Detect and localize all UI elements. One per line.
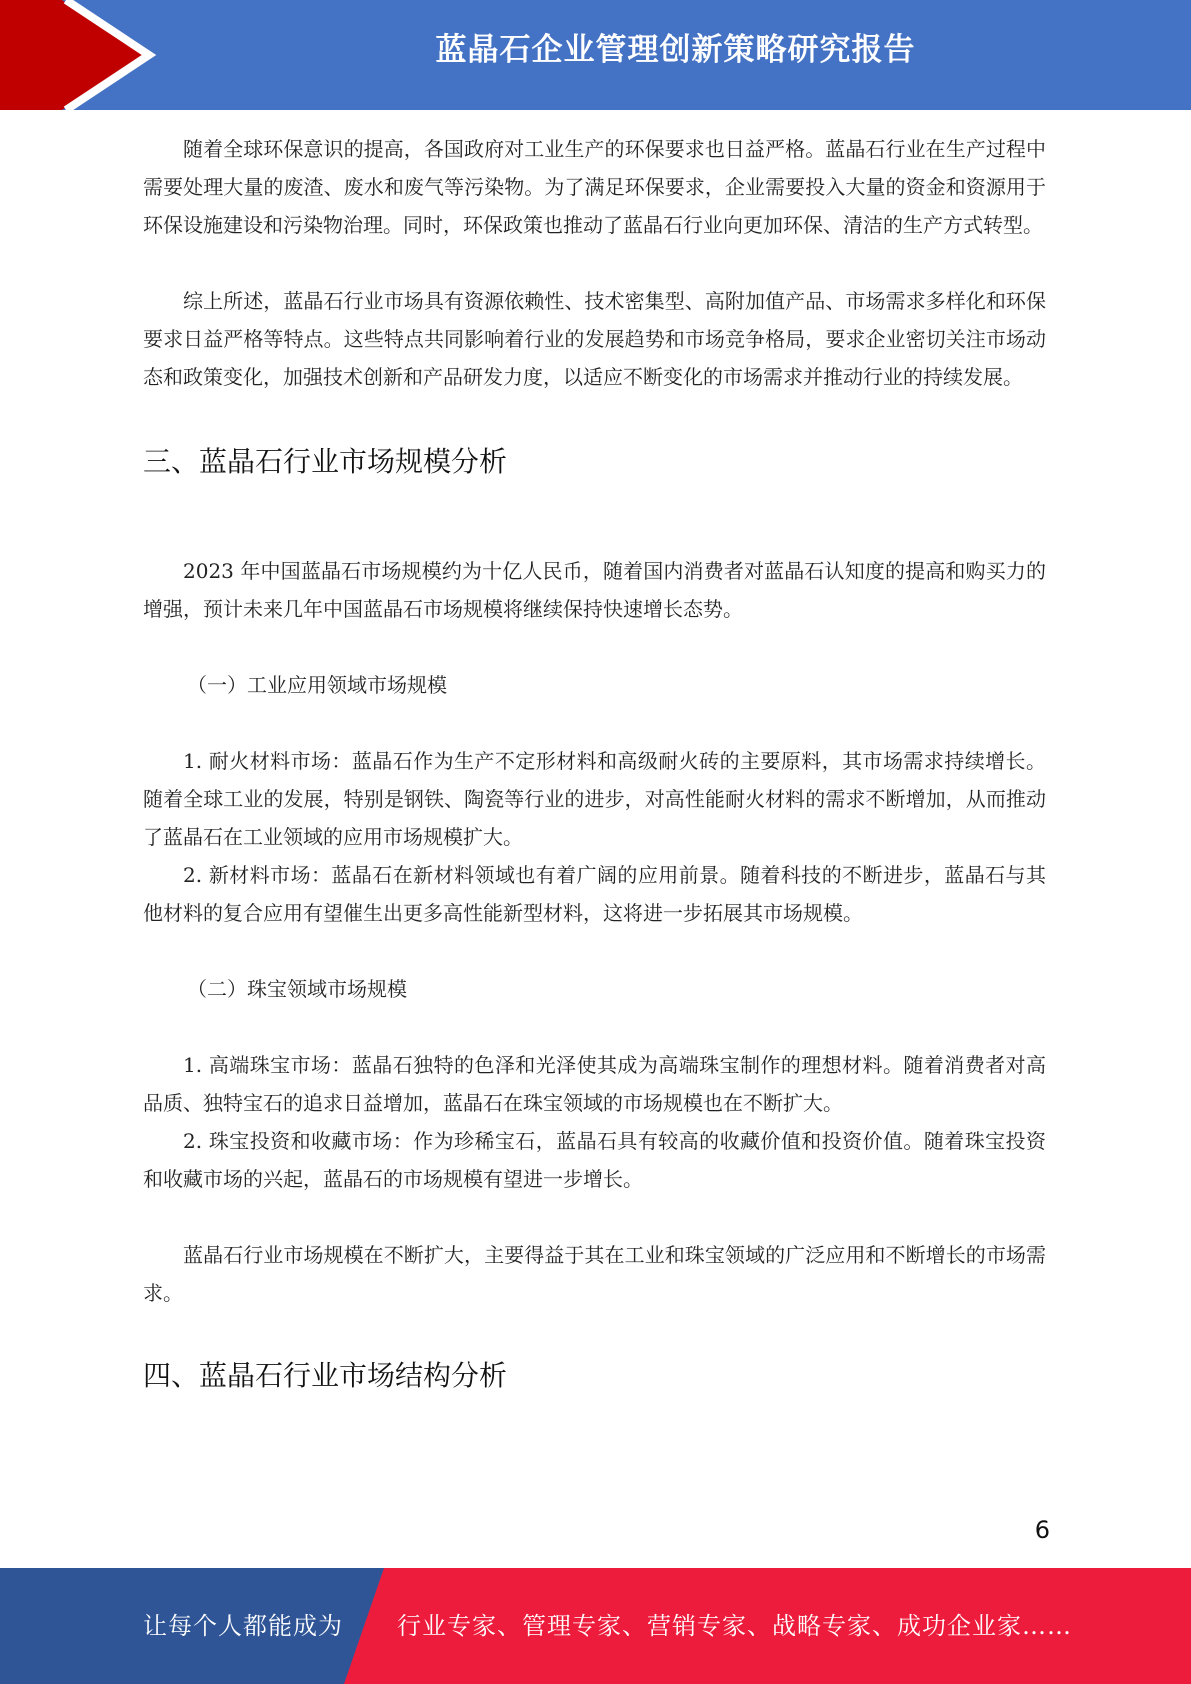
section-heading: 四、蓝晶石行业市场结构分析 xyxy=(143,1359,508,1392)
footer-slogan-left: 让每个人都能成为 xyxy=(143,1612,343,1640)
paragraph: 综上所述，蓝晶石行业市场具有资源依赖性、技术密集型、高附加值产品、市场需求多样化和环保要求日益严格等特点。这些特点共同影响着行业的发展趋势和市场竞争格局，要求企业密切关注市场动态和政策变化，加强技术创新和产品研发力度，以适应不断变化的市场需求并推动行业的持续发展。 xyxy=(143,289,1046,389)
paragraph: 蓝晶石行业市场规模在不断扩大，主要得益于其在工业和珠宝领域的广泛应用和不断增长的市场需求。 xyxy=(143,1243,1046,1305)
page-header xyxy=(0,0,1191,110)
document-body xyxy=(143,130,1046,1396)
footer-slogan-right: 行业专家、管理专家、营销专家、战略专家、成功企业家…… xyxy=(397,1612,1072,1640)
subsection-heading: （一）工业应用领域市场规模 xyxy=(187,673,447,697)
list-item: 1. 耐火材料市场：蓝晶石作为生产不定形材料和高级耐火砖的主要原料，其市场需求持续增长。随着全球工业的发展，特别是钢铁、陶瓷等行业的进步，对高性能耐火材料的需求不断增加，从而推动了蓝晶石在工业领域的应用市场规模扩大。 xyxy=(143,749,1046,849)
list-item: 2. 新材料市场：蓝晶石在新材料领域也有着广阔的应用前景。随着科技的不断进步，蓝晶石与其他材料的复合应用有望催生出更多高性能新型材料，这将进一步拓展其市场规模。 xyxy=(143,863,1046,925)
list-item: 2. 珠宝投资和收藏市场：作为珍稀宝石，蓝晶石具有较高的收藏价值和投资价值。随着珠宝投资和收藏市场的兴起，蓝晶石的市场规模有望进一步增长。 xyxy=(143,1129,1046,1191)
report-title: 蓝晶石企业管理创新策略研究报告 xyxy=(435,32,916,68)
paragraph: 随着全球环保意识的提高，各国政府对工业生产的环保要求也日益严格。蓝晶石行业在生产过程中需要处理大量的废渣、废水和废气等污染物。为了满足环保要求，企业需要投入大量的资金和资源用于环保设施建设和污染物治理。同时，环保政策也推动了蓝晶石行业向更加环保、清洁的生产方式转型。 xyxy=(143,137,1046,237)
page-number: 6 xyxy=(1034,1516,1050,1544)
subsection-heading: （二）珠宝领域市场规模 xyxy=(187,977,407,1001)
page-footer xyxy=(0,1568,1191,1684)
list-item: 1. 高端珠宝市场：蓝晶石独特的色泽和光泽使其成为高端珠宝制作的理想材料。随着消费者对高品质、独特宝石的追求日益增加，蓝晶石在珠宝领域的市场规模也在不断扩大。 xyxy=(143,1053,1046,1115)
paragraph: 2023 年中国蓝晶石市场规模约为十亿人民币，随着国内消费者对蓝晶石认知度的提高和购买力的增强，预计未来几年中国蓝晶石市场规模将继续保持快速增长态势。 xyxy=(143,559,1046,621)
section-heading: 三、蓝晶石行业市场规模分析 xyxy=(143,445,508,478)
